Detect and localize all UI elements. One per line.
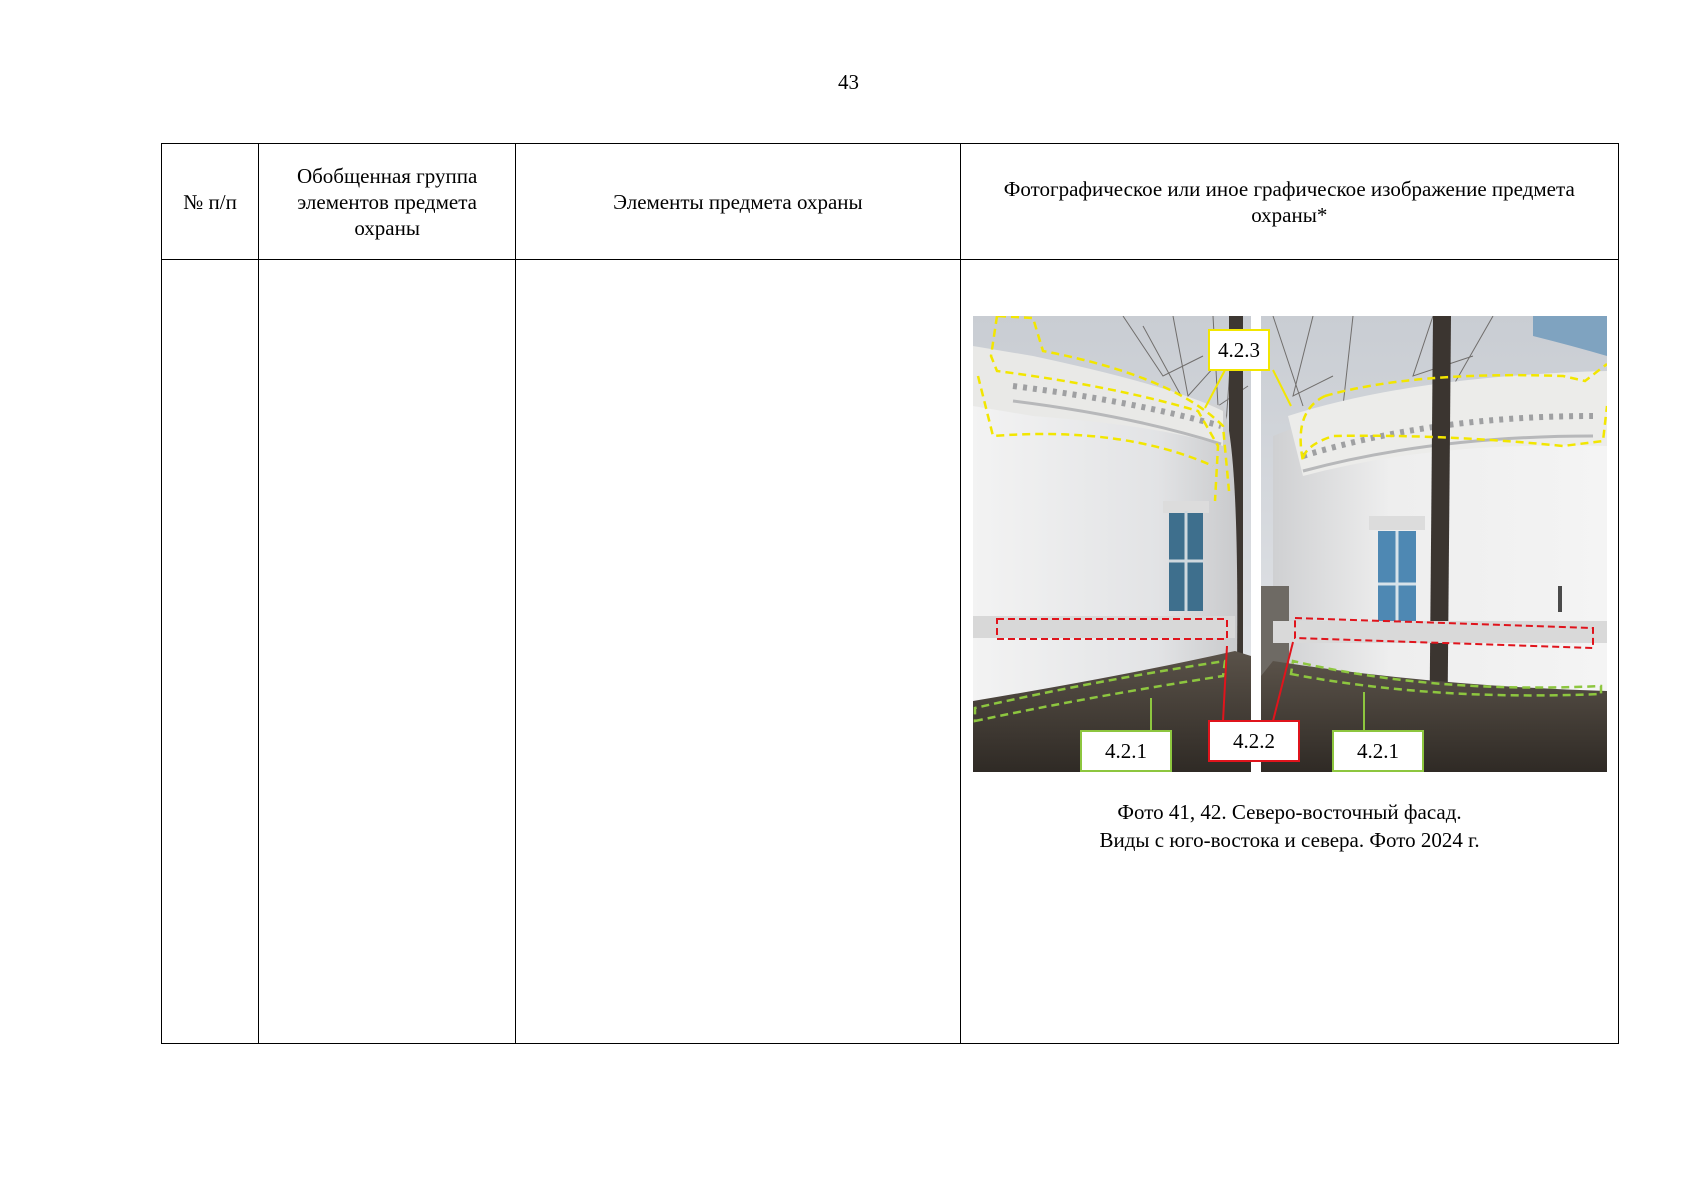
label-plinth-text: 4.2.2: [1232, 729, 1275, 753]
header-group: Обобщенная группа элементов предмета охраны: [259, 144, 516, 260]
label-4-2-1-left: [1081, 731, 1171, 771]
cell-group: [259, 260, 516, 1044]
caption-line-2: Виды с юго-востока и севера. Фото 2024 г.: [1099, 828, 1480, 852]
label-foundation-left-text: 4.2.1: [1104, 739, 1147, 763]
header-num: № п/п: [162, 144, 259, 260]
cell-elements: [516, 260, 960, 1044]
label-4-2-1-right: [1333, 731, 1423, 771]
label-4-2-3: [1209, 330, 1269, 370]
table-header-row: [162, 144, 1619, 260]
cell-num: [162, 260, 259, 1044]
protection-table: [161, 143, 1619, 1044]
label-cornice-text: 4.2.3: [1217, 338, 1260, 362]
photo-42: [1261, 316, 1607, 772]
photo-41: [973, 316, 1251, 772]
facade-photo-pair: [973, 316, 1607, 772]
label-4-2-2: [1209, 721, 1299, 761]
table-row: [162, 260, 1619, 1044]
photo-caption: [961, 798, 1619, 854]
facade-photo-svg: [973, 316, 1607, 772]
header-image: Фотографическое или иное графическое изображение предмета охраны*: [960, 144, 1618, 260]
cell-photo: [960, 260, 1618, 1044]
header-elements: Элементы предмета охраны: [516, 144, 960, 260]
page-number: 43: [838, 70, 859, 94]
label-foundation-right-text: 4.2.1: [1356, 739, 1399, 763]
caption-line-1: Фото 41, 42. Северо-восточный фасад.: [1117, 800, 1462, 824]
